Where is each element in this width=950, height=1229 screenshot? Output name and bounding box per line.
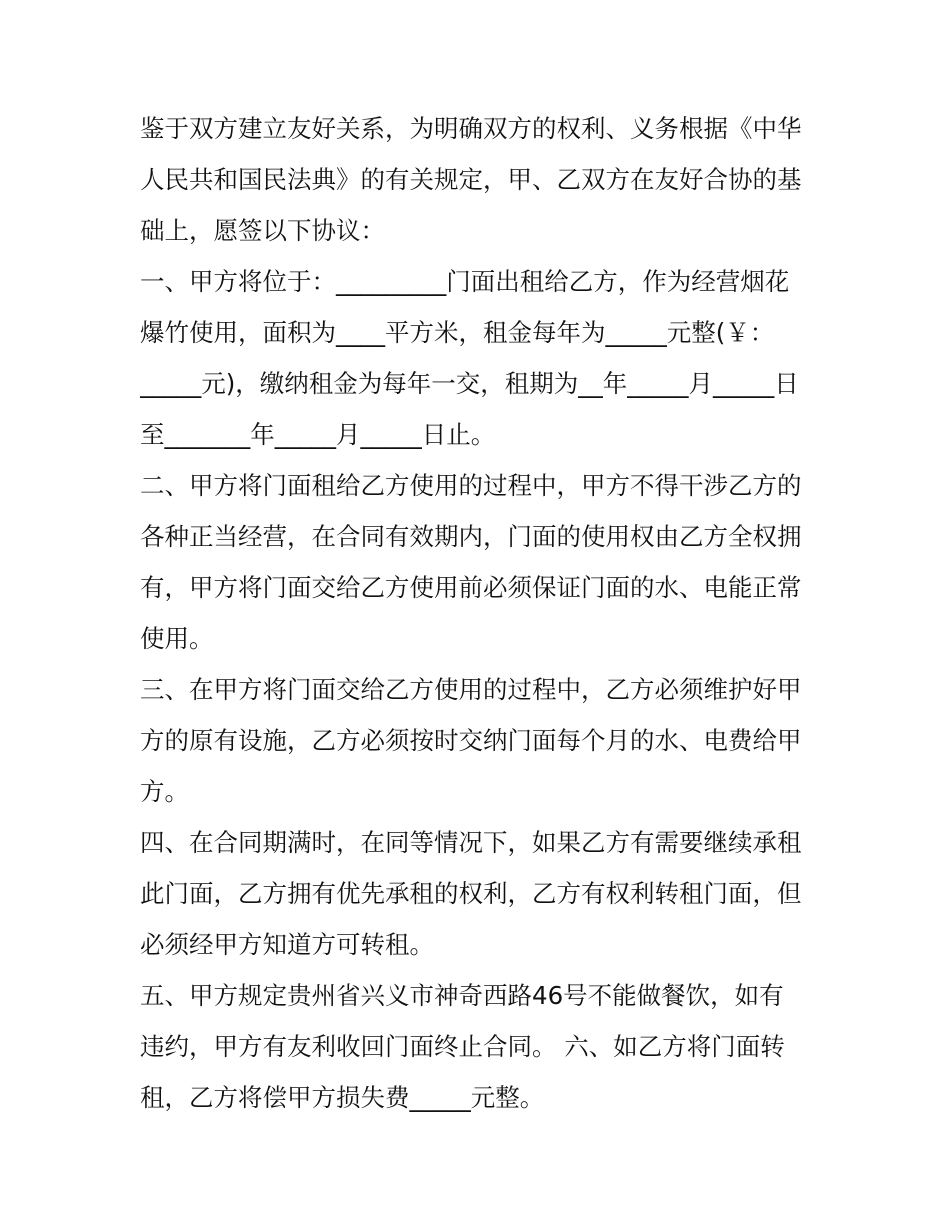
text-line: 方。 <box>140 777 189 806</box>
text-line: 五、甲方规定贵州省兴义市神奇西路46号不能做餐饮，如有 <box>140 981 784 1010</box>
text-line: 人民共和国民法典》的有关规定，甲、乙双方在友好合协的基 <box>140 165 802 194</box>
text-line: 四、在合同期满时，在同等情况下，如果乙方有需要继续承租 <box>140 828 802 857</box>
text-line: 违约，甲方有友利收回门面终止合同。 六、如乙方将门面转 <box>140 1032 785 1061</box>
text-line: 础上，愿签以下协议： <box>140 216 385 245</box>
text-line: 方的原有设施，乙方必须按时交纳门面每个月的水、电费给甲 <box>140 726 802 755</box>
text-line: 鉴于双方建立友好关系，为明确双方的权利、义务根据《中华 <box>140 114 802 143</box>
text-line: 至_______年_____月_____日止。 <box>140 420 496 449</box>
text-line: 必须经甲方知道方可转租。 <box>140 930 434 959</box>
text-line: 一、甲方将位于：_________门面出租给乙方，作为经营烟花 <box>140 267 790 296</box>
text-line: 此门面，乙方拥有优先承租的权利，乙方有权利转租门面，但 <box>140 879 802 908</box>
text-line: _____元)，缴纳租金为每年一交，租期为__年_____月_____日 <box>140 369 799 398</box>
text-line: 使用。 <box>140 624 214 653</box>
text-line: 爆竹使用，面积为____平方米，租金每年为_____元整(￥： <box>140 318 775 347</box>
text-line: 有，甲方将门面交给乙方使用前必须保证门面的水、电能正常 <box>140 573 802 602</box>
text-line: 二、甲方将门面租给乙方使用的过程中，甲方不得干涉乙方的 <box>140 471 802 500</box>
contract-body <box>140 103 820 1123</box>
text-line: 三、在甲方将门面交给乙方使用的过程中，乙方必须维护好甲 <box>140 675 802 704</box>
text-line: 租，乙方将偿甲方损失费_____元整。 <box>140 1083 545 1112</box>
text-line: 各种正当经营，在合同有效期内，门面的使用权由乙方全权拥 <box>140 522 802 551</box>
